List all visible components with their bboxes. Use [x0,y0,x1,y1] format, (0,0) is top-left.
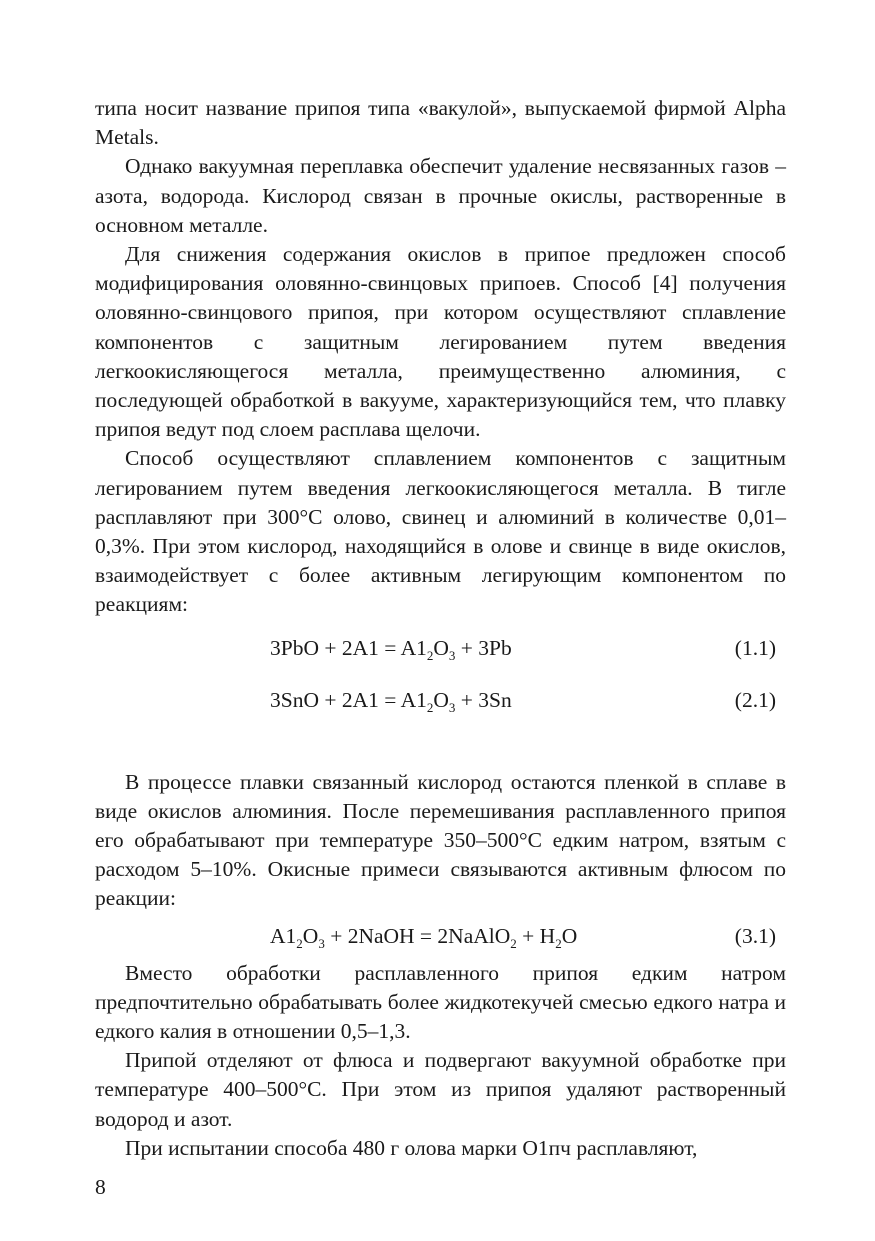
equation-number: (2.1) [734,687,776,712]
page-number: 8 [95,1175,106,1199]
paragraph: Способ осуществляют сплавлением компонентов с защитным легированием путем введения легкоокисляющегося металла. В тигле расплавляют при 300°С олово, свинец и алюминий в количестве 0,01–0,3%. При этом кислород, находящийся в олове и свинце в виде окислов, взаимодействует с более активным легирующим компонентом по реакциям: [95,446,786,617]
equation-formula: $3PbO + 2A1 = A1_2O_3 + 3Pb$ [270,635,512,663]
equation-number: (1.1) [734,635,776,660]
paragraph: Вместо обработки расплавленного припоя едким натром предпочтительно обрабатывать более жидкотекучей смесью едкого натра и едкого калия в отношении 0,5–1,3. [95,960,786,1044]
paragraph: При испытании способа 480 г олова марки О1пч расплавляют, [125,1135,698,1160]
equation-number: (3.1) [734,923,776,948]
paragraph-continued: типа носит название припоя типа «вакулой», выпускаемой фирмой Alpha Metals. [95,96,786,150]
equation-formula: $3SnO + 2A1 = A1_2O_3 + 3Sn$ [270,687,512,715]
paragraph: В процессе плавки связанный кислород остаются пленкой в сплаве в виде окислов алюминия. После перемешивания расплавленного припоя его обрабатывают при температуре 350–500°С едким натром, взятым с расходом 5–10%. Окисные примеси связываются активным флюсом по реакции: [95,769,786,911]
paragraph: Однако вакуумная переплавка обеспечит удаление несвязанных газов – азота, водорода. Кислород связан в прочные окислы, растворенные в основном металле. [95,154,786,237]
equation-2-1 [95,686,786,715]
body-text [95,94,786,1163]
equation-1-1 [95,634,786,663]
equation-3-1 [95,922,786,951]
equation-formula: $A1_2O_3$ + 2NaOH = 2NaAlO$_2$ + $H_2O$ [270,923,578,951]
paragraph: Для снижения содержания окислов в припое предложен способ модифицирования оловянно-свинцовых припоев. Способ [4] получения оловянно-свинцового припоя, при котором осуществляют сплавление компонентов с защитным легированием путем введения легкоокисляющегося металла, преимущественно алюминия, с последующей обработкой в вакууме, характеризующийся тем, что плавку припоя ведут под слоем расплава щелочи. [95,242,786,442]
paragraph: Припой отделяют от флюса и подвергают вакуумной обработке при температуре 400–500°С. При этом из припоя удаляют растворенный водород и азот. [95,1048,786,1131]
